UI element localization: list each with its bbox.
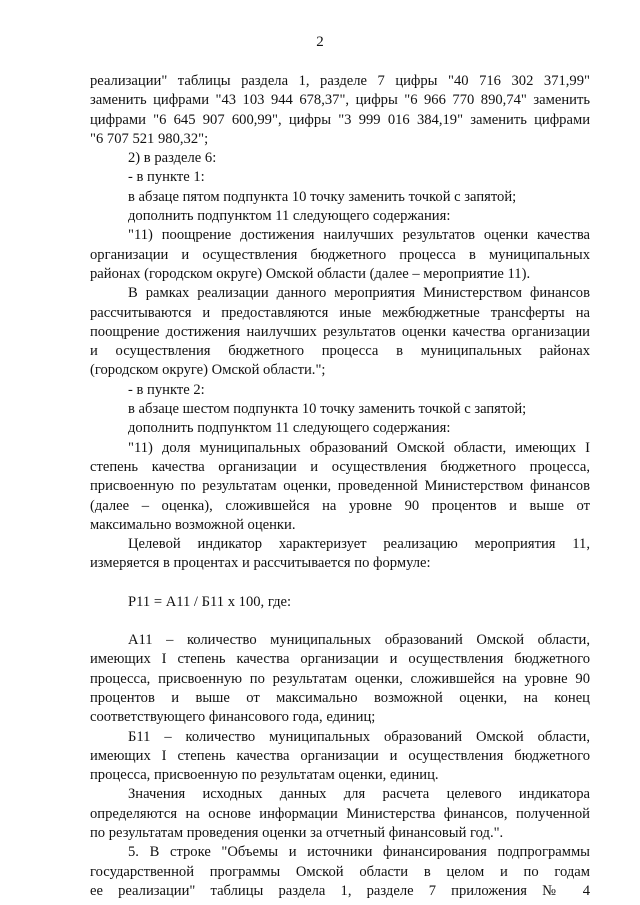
text-line: "11) поощрение достижения наилучших результатов оценки качества [128,227,590,244]
text-line: государственной программы Омской области в целом и по годам [90,863,590,880]
text-line: - в пункте 2: [128,381,205,398]
text-line: В рамках реализации данного мероприятия Министерством финансов [128,285,590,302]
text-line: максимально возможной оценки. [90,516,296,533]
text-line: А11 – количество муниципальных образований Омской области, [128,632,590,649]
text-line: поощрение достижения наилучших результатов оценки качества организации [90,323,590,340]
text-line: имеющих I степень качества организации и осуществления бюджетного [90,651,590,668]
text-line: по результатам проведения оценки за отчетный финансовый год.". [90,824,504,841]
text-line: цифрами "6 645 907 600,99", цифры "3 999 016 384,19" заменить цифрами [90,111,590,128]
text-line: организации и осуществления бюджетного процесса в муниципальных [90,246,590,263]
text-line: присвоенную по результатам оценки, проведенной Министерством финансов [90,478,590,495]
text-line: дополнить подпунктом 11 следующего содержания: [128,208,451,225]
text-line: рассчитываются и предоставляются иные межбюджетные трансферты на [90,304,590,321]
text-line: 5. В строке "Объемы и источники финансирования подпрограммы [128,844,590,861]
text-line: процесса, присвоенную по результатам оценки, единиц. [90,767,439,784]
text-line: реализации" таблицы раздела 1, разделе 7 цифры "40 716 302 371,99" [90,73,590,89]
text-line: районах (городском округе) Омской области (далее – мероприятие 11). [90,265,531,282]
text-line: в абзаце пятом подпункта 10 точку заменить точкой с запятой; [128,188,517,205]
text-line: Значения исходных данных для расчета целевого индикатора [128,786,590,803]
text-line: "11) доля муниципальных образований Омской области, имеющих I [128,439,590,456]
text-line: степень качества организации и осуществления бюджетного процесса, [90,458,590,475]
blank-line [90,574,590,593]
text-line: Р11 = А11 / Б11 х 100, где: [128,593,292,610]
text-line: измеряется в процентах и рассчитывается по формуле: [90,555,431,572]
text-line: и осуществления бюджетного процесса в муниципальных районах [90,343,590,360]
text-line: Б11 – количество муниципальных образований Омской области, [128,728,590,745]
text-line: процентов и выше от максимально возможной оценки, на конец [90,689,590,706]
document-body [90,72,590,901]
text-line: Целевой индикатор характеризует реализацию мероприятия 11, [128,536,590,553]
text-line: (далее – оценка), сложившейся на уровне 90 процентов и выше от [90,497,590,514]
blank-line [90,612,590,631]
text-line: процесса, присвоенную по результатам оценки, сложившейся на уровне 90 [90,670,590,687]
text-line: определяются на основе информации Министерства финансов, полученной [90,805,590,822]
text-line: имеющих I степень качества организации и осуществления бюджетного [90,747,590,764]
text-line: "6 707 521 980,32"; [90,130,209,147]
text-line: ее реализации" таблицы раздела 1, разделе 7 приложения № 4 [90,882,590,899]
text-line: (городском округе) Омской области."; [90,362,326,379]
text-line: - в пункте 1: [128,169,205,186]
text-line: 2) в разделе 6: [128,150,217,167]
text-line: в абзаце шестом подпункта 10 точку заменить точкой с запятой; [128,401,527,418]
text-line: соответствующего финансового года, единиц; [90,709,376,726]
text-line: заменить цифрами "43 103 944 678,37", цифры "6 966 770 890,74" заменить [90,92,590,109]
text-line: дополнить подпунктом 11 следующего содержания: [128,420,451,437]
page-number: 2 [316,34,324,50]
